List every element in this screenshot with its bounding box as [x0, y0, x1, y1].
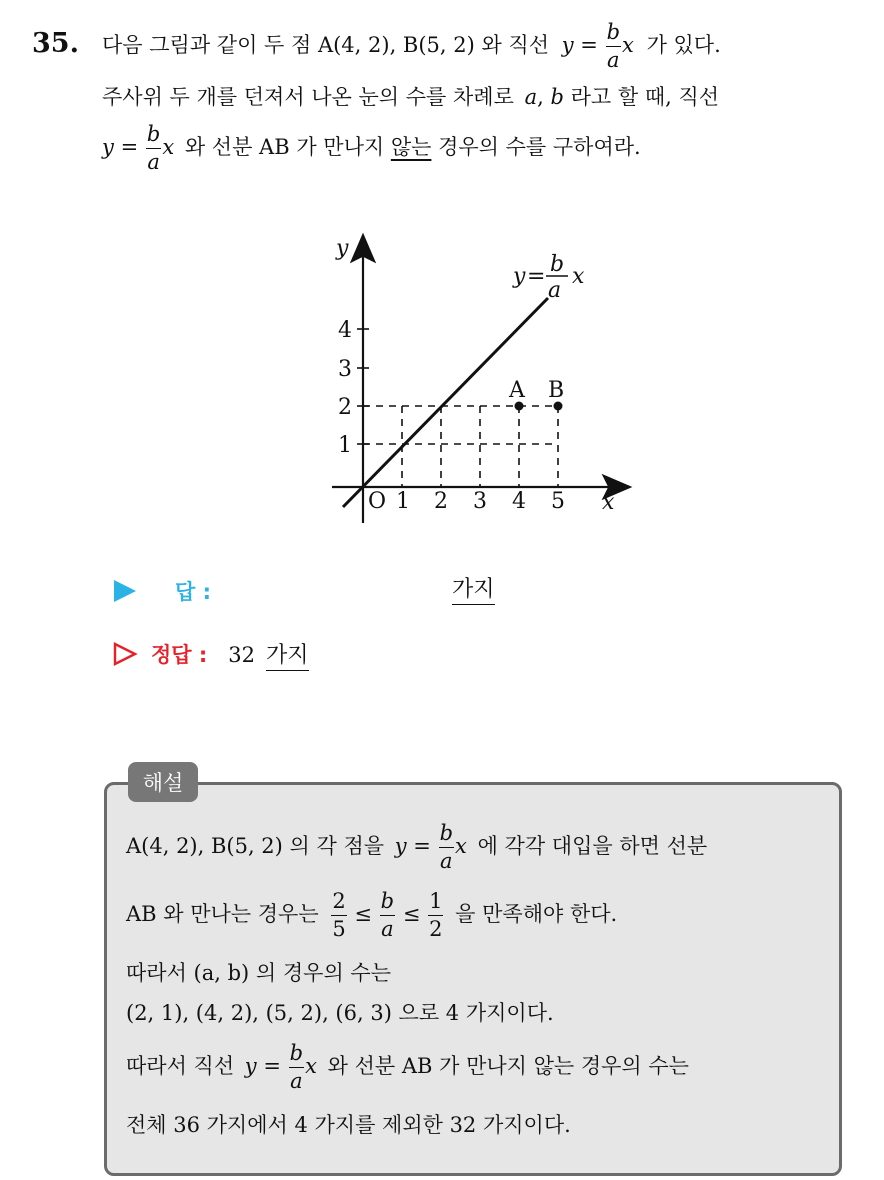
outline-arrow-icon	[112, 641, 138, 667]
point-a-label: A	[509, 378, 525, 403]
x-tick-1: 1	[396, 489, 410, 514]
x-axis-label: x	[602, 490, 615, 515]
answer-unit: 가지	[452, 577, 495, 605]
solution-line-3: 따라서 (a, b) 의 경우의 수는	[126, 961, 391, 985]
question-line-3: y = $\frac{b}{a}$ x 와 선분 AB 가 만나지 않는 경우의 수를 구하여라.	[102, 122, 641, 174]
solution-line-2: AB 와 만나는 경우는 $\frac{2}{5}$ ≤ $\frac{b}{a}$ ≤ $\frac{1}{2}$ 을 만족해야 한다.	[126, 889, 618, 941]
y-tick-3: 3	[338, 357, 352, 382]
y-tick-2: 2	[338, 395, 352, 420]
correct-value: 32	[228, 643, 256, 667]
underlined-word: 않는	[390, 135, 432, 159]
answer-row	[112, 576, 211, 606]
line-label-eq: =	[527, 264, 546, 289]
line-label-num: b	[550, 252, 565, 277]
solution-line-4: (2, 1), (4, 2), (5, 2), (6, 3) 으로 4 가지이다.	[126, 1001, 554, 1025]
solution-tag: 해설	[128, 762, 198, 802]
play-arrow-icon	[112, 578, 138, 604]
question-line-1: 다음 그림과 같이 두 점 A(4, 2), B(5, 2) 와 직선 y = $\frac{b}{a}$ x 가 있다.	[102, 20, 721, 72]
y-tick-1: 1	[338, 433, 352, 458]
coordinate-graph	[320, 225, 650, 525]
origin-label: O	[368, 489, 387, 514]
question-text-1b: 가 있다.	[646, 33, 721, 57]
correct-unit: 가지	[266, 643, 309, 671]
solution-line-1: A(4, 2), B(5, 2) 의 각 점을 y = $\frac{b}{a}$ x 에 각각 대입을 하면 선분	[126, 821, 708, 873]
answer-label: 답 :	[175, 580, 211, 604]
x-tick-5: 5	[551, 489, 565, 514]
question-number: 35.	[32, 28, 79, 59]
line-label-x: x	[572, 264, 585, 289]
x-tick-2: 2	[434, 489, 448, 514]
question-text-1a: 다음 그림과 같이 두 점 A(4, 2), B(5, 2) 와 직선	[102, 33, 550, 57]
y-axis-label: y	[336, 236, 349, 261]
y-tick-4: 4	[338, 318, 352, 343]
question-line-2: 주사위 두 개를 던져서 나온 눈의 수를 차례로 a, b 라고 할 때, 직선	[102, 85, 720, 109]
x-tick-3: 3	[473, 489, 487, 514]
line-label-y: y	[513, 264, 526, 289]
dashed-guides	[363, 406, 558, 487]
line-label-den: a	[548, 278, 562, 303]
point-b-label: B	[548, 378, 565, 403]
answer-blank[interactable]	[452, 572, 495, 603]
correct-label: 정답 :	[151, 643, 208, 667]
solution-line-6: 전체 36 가지에서 4 가지를 제외한 32 가지이다.	[126, 1113, 571, 1137]
correct-answer-row	[112, 638, 309, 669]
solution-line-5: 따라서 직선 y = $\frac{b}{a}$ x 와 선분 AB 가 만나지 않는 경우의 수는	[126, 1041, 689, 1093]
x-tick-4: 4	[512, 489, 526, 514]
